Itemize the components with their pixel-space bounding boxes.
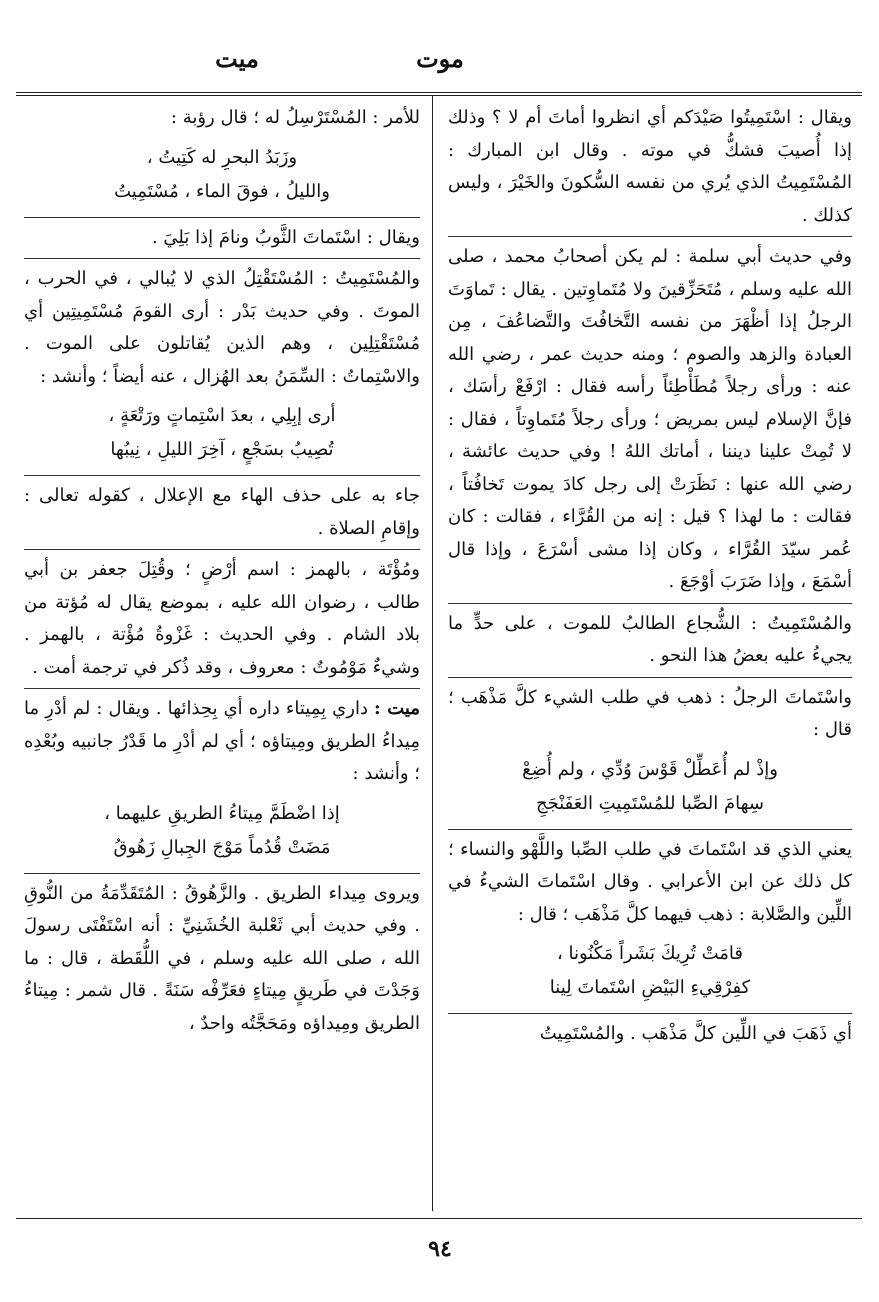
text-paragraph: [448, 829, 852, 932]
paragraph-text: يعني الذي قد اسْتَماتَ في طلب الصِّبا واللَّهْو والنساء ؛ كل ذلك عن ابن الأعرابي . وقال اسْتَماتَ الشيءُ في اللِّين والصَّلابة : ذهب فيهما كلَّ مَذْهَب ؛ قال :: [448, 838, 852, 925]
entry-headword: ميت :: [374, 698, 420, 719]
text-paragraph: [24, 102, 420, 135]
left-column: [24, 102, 420, 1044]
paragraph-text: والمُسْتَمِيتُ : الشُّجاع الطالبُ للموت ، على حدٍّ ما يجيءُ عليه بعضُ هذا النحو .: [448, 612, 852, 666]
text-paragraph: [448, 603, 852, 673]
verse-line: سِهامَ الصِّبا للمُسْتَمِيتِ العَفَنْجَجِ: [536, 792, 764, 814]
text-paragraph: [24, 217, 420, 255]
page-number: ٩٤: [428, 1236, 452, 1262]
poem-verse: [24, 797, 420, 865]
text-paragraph: [24, 688, 420, 791]
verse-line: تُصِيبُ بسَجْعٍ ، آخِرَ الليلِ ، نِيبُها: [110, 439, 334, 460]
text-paragraph: [448, 677, 852, 747]
right-column: [448, 102, 852, 1055]
text-paragraph: [24, 873, 420, 1041]
paragraph-text: أي ذَهَبَ في اللِّين كلَّ مَذْهَب . والمُسْتَمِيتُ: [539, 1023, 852, 1044]
paragraph-text: جاء به على حذف الهاء مع الإعلال ، كقوله تعالى : وإقامِ الصلاة .: [24, 485, 420, 539]
paragraph-text: وفي حديث أبي سلمة : لم يكن أصحابُ محمد ، صلى الله عليه وسلم ، مُتَحَزِّقينَ ولا مُتَماوِتين . يقال : تَماوَتَ الرجلُ إذا أظْهَرَ من نفسه التَّخافُتَ والتَّضاعُفَ ، مِن العبادة والزهد والصوم ؛ ومنه حديث عمر ، رضي الله عنه : ورأى رجلاً مُطَأْطِئاً رأسه فقال : ارْفَعْ رأسَك ، فإنَّ الإسلام ليس بمريض ؛ ورأى رجلاً مُتَماوِتاً ، فقال : لا تُمِتْ علينا ديننا ، أماتك اللهُ ! وفي حديث عائشة ، رضي الله عنها : نَظَرَتْ إلى رجل كادَ يموت تَخافُتاً ، فقالت : ما لهذا ؟ قيل : إنه من القُرَّاء ، فقالت : كان عُمر سيّدَ القُرَّاء ، وكان إذا مشى أسْرَعَ ، وإذا قال أسْمَعَ ، وإذا ضَرَبَ أوْجَعَ .: [448, 246, 852, 592]
paragraph-text: ويقال : اسْتَماتَ الثَّوبُ ونامَ إذا بَلِيَ .: [151, 226, 420, 248]
paragraph-text: ويروى مِيداء الطريق . والزَّهُوقُ : المُتَقَدِّمَةُ من النُّوقِ . وفي حديث أبي ثَعْلبة الخُشَنِيِّ : أنه اسْتَفْتَى رسولَ الله ، صلى الله عليه وسلم ، في اللُّقَطة ، قال : ما وَجَدْتَ في طَريقٍ مِيتاءٍ فعَرِّفْه سَنَةً . قال شمر : مِيتاءُ الطريق ومِيداؤه ومَحَجَّتُه واحدٌ ،: [24, 882, 420, 1034]
poem-verse: [448, 937, 852, 1005]
verse-line: مَضَتْ قُدُماً مَوْجَ الجِبالِ زَهُوقُ: [113, 836, 331, 858]
verse-line: والليلُ ، فوقَ الماء ، مُسْتَمِيتُ: [114, 180, 330, 202]
paragraph-text: للأمر : المُسْتَرْسِلُ له ؛ قال رؤبة :: [170, 107, 420, 128]
text-paragraph: [448, 102, 852, 232]
paragraph-text: ويقال : اسْتَمِيتُوا صَيْدَكم أي انظروا أماتَ أم لا ؟ وذلك إذا أُصيبَ فشكُّ في موته . وقال ابن المبارك : المُسْتَمِيتُ الذي يُري من نفسه السُّكونَ والخَيْرَ ، وليس كذلك .: [448, 107, 852, 226]
paragraph-text: ومُؤْتَة ، بالهمز : اسم أرْضٍ ؛ وقُتِلَ جعفر بن أبي طالب ، رضوان الله عليه ، بموضع يقال له مُؤتة من بلاد الشام . وفي الحديث : غَزْوةُ مُؤْتة ، بالهمز . وشيءٌ مَوْمُوتٌ : معروف ، وقد ذُكر في ترجمة أمت .: [24, 559, 420, 678]
paragraph-text: داري بِمِيتاء داره أي بِحِذائها . ويقال : لم أدْرِ ما مِيداءُ الطريق ومِيتاؤه ؛ أي لم أدْرِ ما قَدْرُ جانبيه وبُعْدِه ؛ وأنشد :: [24, 698, 420, 784]
header-last-word: ميت: [215, 44, 259, 73]
paragraph-text: واسْتَماتَ الرجلُ : ذهب في طلب الشيء كلَّ مَذْهَب ؛ قال :: [448, 686, 852, 740]
header-root-word: موت: [416, 44, 464, 73]
column-divider: [432, 96, 433, 1211]
paragraph-text: والمُسْتَمِيتُ : المُسْتَقْتِلُ الذي لا يُبالي ، في الحرب ، الموتَ . وفي حديث بَدْر : أرى القومَ مُسْتَمِيتِين أي مُسْتَقْتِلِين ، وهم الذين يُقاتلون على الموت . والاسْتِماتُ : السِّمَنُ بعد الهُزال ، عنه أيضاً ؛ وأنشد :: [24, 268, 420, 387]
verse-line: كفِرْقِيءِ البَيْضِ اسْتَماتَ لِينا: [549, 977, 751, 998]
text-paragraph: [24, 258, 420, 393]
top-rule-double: [16, 95, 862, 96]
poem-verse: [448, 753, 852, 821]
text-paragraph: [448, 236, 852, 599]
verse-line: قامَتْ تُرِيكَ بَشَراً مَكْنُونا ،: [556, 943, 744, 964]
poem-verse: [24, 399, 420, 467]
verse-line: إذا اضْطَمَّ مِيتاءُ الطريقِ عليهما ،: [104, 802, 340, 824]
text-paragraph: [448, 1013, 852, 1051]
top-rule: [16, 92, 862, 93]
verse-line: وزَبَدُ البحرِ له كَتِيتُ ،: [146, 146, 298, 168]
text-paragraph: [24, 549, 420, 684]
verse-line: أرى إبِلِي ، بعدَ اسْتِماتٍ ورَتْعَةٍ ،: [108, 405, 336, 426]
verse-line: وإذْ لم أُعَطِّلْ قَوْسَ وُدِّي ، ولم أُضِعْ: [522, 758, 778, 780]
poem-verse: [24, 141, 420, 209]
bottom-rule: [16, 1218, 862, 1219]
text-paragraph: [24, 475, 420, 545]
